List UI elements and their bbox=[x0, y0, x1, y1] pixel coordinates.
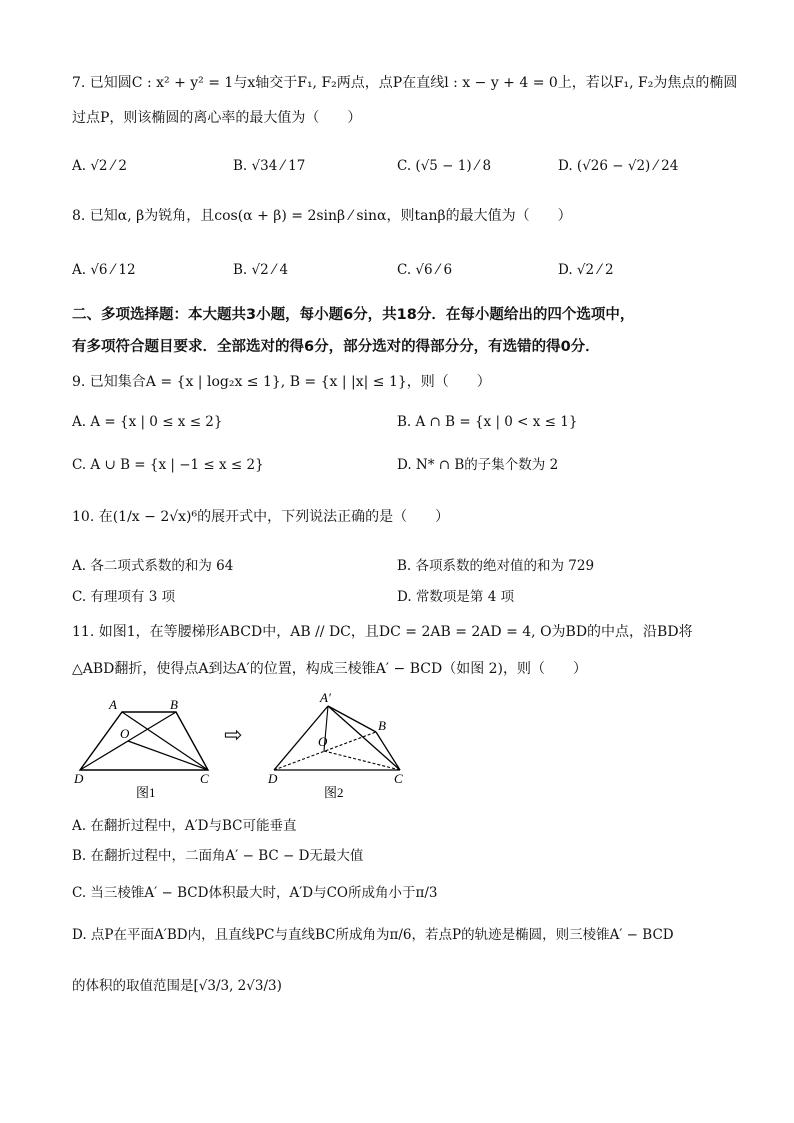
fig2-caption: 图2 bbox=[324, 785, 344, 800]
figure2-tetrahedron bbox=[262, 686, 422, 802]
diagonal-ac bbox=[122, 712, 208, 770]
q7-option-c: C. (√5 − 1) ⁄ 8 bbox=[397, 158, 492, 174]
q10-option-a: A. 各二项式系数的和为 64 bbox=[72, 558, 234, 574]
edge-a-c bbox=[328, 706, 400, 770]
fig1-label-b: B bbox=[170, 697, 178, 712]
q11-stem-line1: 11. 如图1，在等腰梯形ABCD中，AB // DC，且DC = 2AB = 2AD = 4, O为BD的中点，沿BD将 bbox=[72, 624, 693, 640]
q11-stem-line2: △ABD翻折，使得点A到达A′的位置，构成三棱锥A′ − BCD（如图 2)，则（ ） bbox=[72, 661, 588, 677]
q9-stem: 9. 已知集合A = {x | log₂x ≤ 1}, B = {x | |x| ≤ 1}，则（ ） bbox=[72, 374, 491, 390]
q7-stem-line2: 过点P，则该椭圆的离心率的最大值为（ ） bbox=[72, 110, 362, 126]
section2-heading-line1: 二、多项选择题：本大题共3小题，每小题6分，共18分．在每小题给出的四个选项中， bbox=[72, 307, 635, 323]
q7-option-d: D. (√26 − √2) ⁄ 24 bbox=[558, 158, 679, 174]
fig2-label-b: B bbox=[378, 718, 386, 733]
q8-stem: 8. 已知α, β为锐角，且cos(α + β) = 2sinβ ⁄ sinα，则tanβ的最大值为（ ） bbox=[72, 208, 572, 224]
figure1-trapezoid bbox=[60, 690, 230, 802]
q8-option-d: D. √2 ⁄ 2 bbox=[558, 262, 614, 278]
q11-option-d-line2: 的体积的取值范围是[√3/3, 2√3/3) bbox=[72, 978, 282, 994]
section2-heading-line2: 有多项符合题目要求．全部选对的得6分，部分选对的得部分分，有选错的得0分． bbox=[72, 339, 600, 355]
q11-option-b: B. 在翻折过程中，二面角A′ − BC − D无最大值 bbox=[72, 848, 364, 864]
q8-option-b: B. √2 ⁄ 4 bbox=[233, 262, 289, 278]
q7-stem-line1: 7. 已知圆C : x² + y² = 1与x轴交于F₁, F₂两点，点P在直线l : x − y + 4 = 0上，若以F₁, F₂为焦点的椭圆 bbox=[72, 75, 738, 91]
fig2-label-a-prime: A′ bbox=[320, 690, 331, 705]
q8-option-c: C. √6 ⁄ 6 bbox=[397, 262, 453, 278]
q10-stem: 10. 在(1/x − 2√x)⁶的展开式中，下列说法正确的是（ ） bbox=[72, 509, 450, 525]
q9-option-d: D. N* ∩ B的子集个数为 2 bbox=[397, 457, 559, 473]
fig1-label-c: C bbox=[200, 771, 209, 786]
q10-option-d: D. 常数项是第 4 项 bbox=[397, 589, 515, 605]
q7-option-b: B. √34 ⁄ 17 bbox=[233, 158, 306, 174]
q10-option-c: C. 有理项有 3 项 bbox=[72, 589, 176, 605]
fig1-label-d: D bbox=[74, 771, 84, 786]
q11-option-a: A. 在翻折过程中，A′D与BC可能垂直 bbox=[72, 818, 297, 834]
q8-option-a: A. √6 ⁄ 12 bbox=[72, 262, 136, 278]
q9-option-c: C. A ∪ B = {x | −1 ≤ x ≤ 2} bbox=[72, 457, 264, 473]
fig1-label-a: A bbox=[109, 697, 117, 712]
q11-option-d-line1: D. 点P在平面A′BD内，且直线PC与直线BC所成角为π/6，若点P的轨迹是椭圆，则三棱锥A′ − BCD bbox=[72, 927, 674, 943]
segment-oc bbox=[128, 741, 208, 770]
fig2-label-c: C bbox=[394, 771, 403, 786]
trapezoid-outline bbox=[80, 712, 208, 770]
fig2-label-d: D bbox=[268, 771, 278, 786]
fig2-label-o: O bbox=[318, 734, 328, 749]
q11-option-c: C. 当三棱锥A′ − BCD体积最大时，A′D与CO所成角小于π/3 bbox=[72, 885, 438, 901]
q7-option-a: A. √2 ⁄ 2 bbox=[72, 158, 127, 174]
q10-option-b: B. 各项系数的绝对值的和为 729 bbox=[397, 558, 595, 574]
fig1-label-o: O bbox=[120, 726, 130, 741]
q9-option-b: B. A ∩ B = {x | 0 < x ≤ 1} bbox=[397, 414, 578, 430]
q9-option-a: A. A = {x | 0 ≤ x ≤ 2} bbox=[72, 414, 223, 430]
fold-arrow-icon: ⇨ bbox=[224, 723, 243, 748]
fig1-caption: 图1 bbox=[136, 785, 156, 800]
